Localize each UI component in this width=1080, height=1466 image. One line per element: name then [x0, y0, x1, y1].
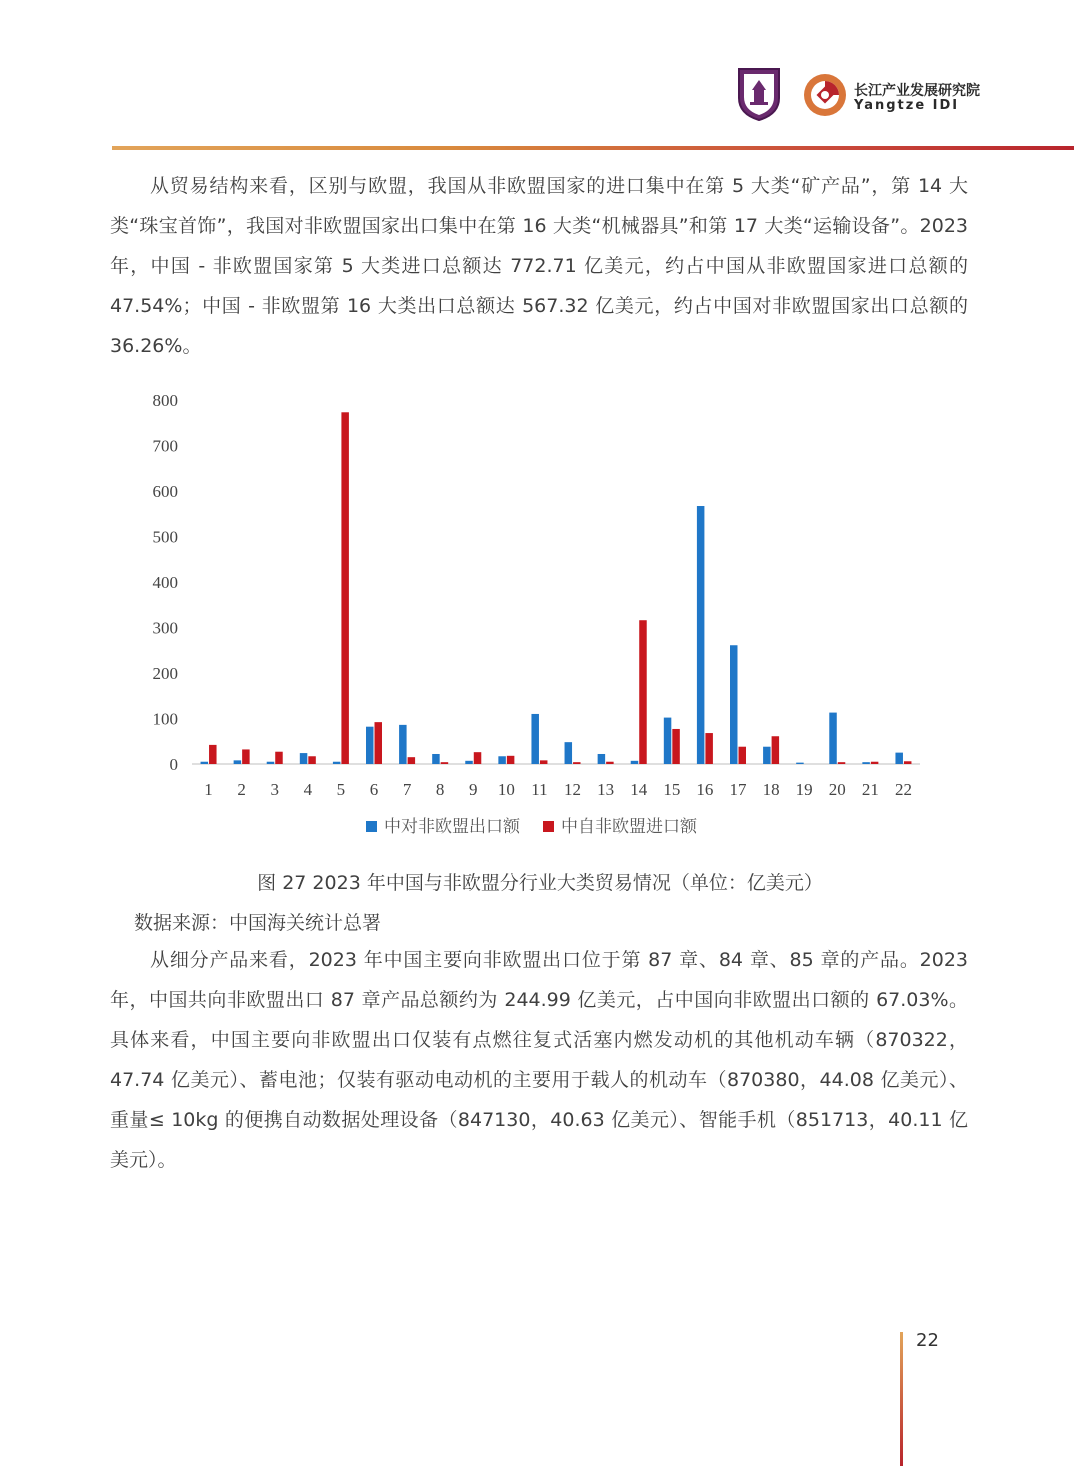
- paragraph-trade-structure: 从贸易结构来看，区别与欧盟，我国从非欧盟国家的进口集中在第 5 大类“矿产品”，第 14 大类“珠宝首饰”，我国对非欧盟国家出口集中在第 16 大类“机械器具”和第 17 大类“运输设备”。2023 年，中国 - 非欧盟国家第 5 大类进口总额达 772.71 亿美元，约占中国从非欧盟国家进口总额的 47.54%；中国 - 非欧盟第 16 大类出口总额达 567.32 亿美元，约占中国对非欧盟国家出口总额的 36.26%。: [110, 175, 968, 357]
- bar-export-5: [333, 762, 341, 764]
- x-tick-label: 14: [630, 780, 648, 799]
- bar-import-10: [507, 756, 515, 764]
- y-tick-label: 200: [152, 664, 178, 683]
- x-tick-label: 7: [402, 780, 412, 799]
- bar-export-11: [531, 714, 539, 764]
- x-tick-label: 12: [564, 780, 582, 799]
- x-tick-label: 8: [435, 780, 445, 799]
- x-tick-label: 5: [336, 780, 346, 799]
- brand-name-en: Yangtze IDI: [854, 98, 960, 113]
- y-tick-label: 800: [152, 391, 178, 410]
- bar-export-16: [697, 506, 705, 764]
- x-tick-label: 22: [894, 780, 912, 799]
- y-tick-label: 500: [152, 527, 178, 547]
- figure-caption: 图 27 2023 年中国与非欧盟分行业大类贸易情况（单位：亿美元）: [257, 872, 823, 894]
- bar-import-18: [772, 736, 780, 764]
- x-tick-label: 4: [303, 780, 313, 799]
- x-tick-label: 20: [828, 780, 846, 799]
- legend-swatch: [366, 821, 377, 832]
- bar-export-9: [465, 761, 473, 764]
- bar-import-17: [739, 747, 747, 764]
- brand-name-cn: 长江产业发展研究院: [854, 83, 980, 99]
- university-emblem-icon: [736, 66, 782, 122]
- bar-import-5: [341, 412, 349, 764]
- bar-import-6: [375, 722, 383, 764]
- header-divider: [112, 146, 1074, 150]
- bar-import-11: [540, 760, 548, 764]
- y-tick-label: 300: [152, 618, 178, 638]
- bar-export-10: [498, 756, 506, 764]
- x-tick-label: 13: [597, 780, 615, 799]
- bar-export-3: [267, 762, 275, 764]
- bar-export-19: [796, 763, 804, 764]
- x-tick-label: 10: [497, 780, 515, 799]
- header-logos: [736, 66, 980, 126]
- page-number-rule: [900, 1332, 903, 1466]
- x-tick-label: 6: [369, 780, 379, 799]
- x-tick-label: 1: [204, 780, 213, 799]
- bar-export-4: [300, 753, 308, 764]
- page-number: 22: [916, 1330, 939, 1351]
- bar-import-1: [209, 745, 217, 764]
- x-tick-label: 2: [237, 780, 246, 799]
- bar-import-7: [408, 757, 416, 764]
- bar-export-18: [763, 747, 771, 764]
- y-tick-label: 400: [152, 573, 178, 592]
- bar-import-4: [308, 756, 316, 764]
- bar-export-20: [829, 713, 837, 764]
- bar-import-15: [672, 729, 680, 764]
- bar-export-15: [664, 718, 672, 764]
- x-tick-label: 18: [762, 780, 780, 799]
- y-tick-label: 600: [152, 482, 178, 501]
- bar-import-21: [871, 762, 879, 764]
- legend-label: 中自非欧盟进口额: [561, 817, 697, 836]
- bar-chart: [130, 380, 950, 850]
- bar-import-13: [606, 762, 614, 764]
- bar-export-13: [598, 754, 606, 764]
- x-tick-label: 17: [729, 780, 747, 799]
- bar-export-22: [895, 753, 903, 764]
- bar-import-3: [275, 752, 283, 764]
- bar-import-2: [242, 749, 250, 764]
- legend-swatch: [543, 821, 554, 832]
- x-tick-label: 9: [469, 780, 478, 799]
- y-tick-label: 700: [152, 436, 178, 456]
- bar-export-17: [730, 645, 738, 764]
- x-tick-label: 15: [663, 780, 681, 799]
- x-tick-label: 19: [795, 780, 813, 799]
- bar-export-8: [432, 754, 440, 764]
- y-tick-label: 0: [169, 755, 178, 774]
- bar-import-14: [639, 620, 647, 764]
- bar-export-12: [565, 742, 573, 764]
- bar-import-12: [573, 762, 581, 764]
- legend-label: 中对非欧盟出口额: [384, 817, 520, 836]
- data-source: 数据来源：中国海关统计总署: [134, 912, 382, 934]
- x-tick-label: 11: [531, 780, 548, 799]
- bar-import-20: [838, 762, 846, 764]
- bar-import-22: [904, 761, 912, 764]
- bar-export-21: [862, 762, 870, 764]
- bar-export-6: [366, 727, 374, 764]
- bar-export-14: [631, 761, 639, 764]
- yangtze-idi-logo-icon: [802, 72, 848, 118]
- bar-import-9: [474, 752, 482, 764]
- bar-export-7: [399, 725, 407, 764]
- x-tick-label: 16: [696, 780, 714, 799]
- bar-export-2: [234, 760, 242, 764]
- bar-import-8: [441, 762, 449, 764]
- x-tick-label: 21: [861, 780, 879, 799]
- x-tick-label: 3: [270, 780, 279, 799]
- bar-export-1: [201, 762, 209, 764]
- bar-import-16: [705, 733, 713, 764]
- y-tick-label: 100: [152, 709, 178, 729]
- paragraph-product-detail: 从细分产品来看，2023 年中国主要向非欧盟出口位于第 87 章、84 章、85 章的产品。2023 年，中国共向非欧盟出口 87 章产品总额约为 244.99 亿美元，占中国向非欧盟出口额的 67.03%。具体来看，中国主要向非欧盟出口仅装有点燃往复式活塞内燃发动机的其他机动车辆（870322，47.74 亿美元）、蓄电池；仅装有驱动电动机的主要用于载人的机动车（870380，44.08 亿美元）、重量≤ 10kg 的便携自动数据处理设备（847130，40.63 亿美元）、智能手机（851713，40.11 亿美元）。: [110, 949, 968, 1171]
